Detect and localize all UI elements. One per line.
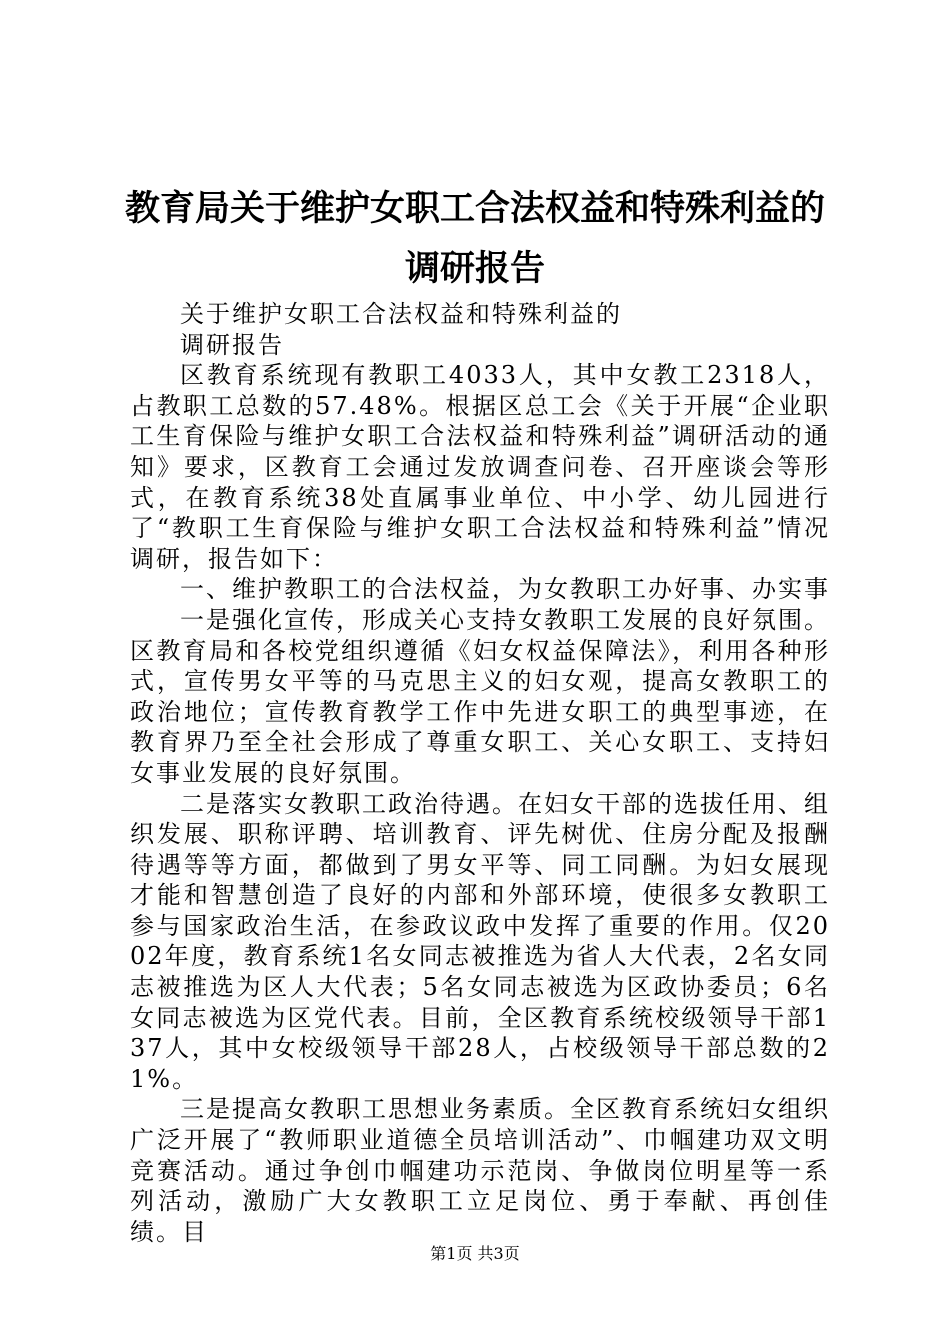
subtitle-line-1: 关于维护女职工合法权益和特殊利益的 bbox=[180, 300, 622, 328]
paragraph-publicity: 一是强化宣传，形成关心支持女教职工发展的良好氛围。区教育局和各校党组织遵循《妇女权益保障法》，利用各种形式，宣传男女平等的马克思主义的妇女观，提高女教职工的政治地位；宣传教育教学工作中先进女职工的典型事迹，在教育界乃至全社会形成了尊重女职工、关心女职工、支持妇女事业发展的良好氛围。 bbox=[130, 605, 830, 787]
page-footer: 第1页 共3页 bbox=[430, 1244, 520, 1263]
intro-paragraph: 区教育系统现有教职工4033人，其中女教工2318人，占教职工总数的57.48%。根据区总工会《关于开展“企业职工生育保险与维护女职工合法权益和特殊利益”调研活动的通知》要求，区教育工会通过发放调查问卷、召开座谈会等形式，在教育系统38处直属事业单位、中小学、幼儿园进行了“教职工生育保险与维护女职工合法权益和特殊利益”情况调研，报告如下： bbox=[130, 361, 830, 573]
paragraph-quality: 三是提高女教职工思想业务素质。全区教育系统妇女组织广泛开展了“教师职业道德全员培训活动”、巾帼建功双文明竞赛活动。通过争创巾帼建功示范岗、争做岗位明星等一系列活动，激励广大女教职工立足岗位、勇于奉献、再创佳绩。目 bbox=[130, 1095, 830, 1246]
document-body bbox=[130, 299, 830, 1247]
document-title-line-1: 教育局关于维护女职工合法权益和特殊利益的 bbox=[124, 189, 825, 229]
subtitle-line-2: 调研报告 bbox=[180, 330, 284, 359]
section-heading-1: 一、维护教职工的合法权益，为女教职工办好事、办实事 bbox=[180, 575, 830, 604]
document-title-line-2: 调研报告 bbox=[404, 249, 545, 289]
paragraph-political-treatment: 二是落实女教职工政治待遇。在妇女干部的选拔任用、组织发展、职称评聘、培训教育、评先树优、住房分配及报酬待遇等等方面，都做到了男女平等、同工同酬。为妇女展现才能和智慧创造了良好的内部和外部环境，使很多女教职工参与国家政治生活，在参政议政中发挥了重要的作用。仅2002年度，教育系统1名女同志被推选为省人大代表，2名女同志被推选为区人大代表；5名女同志被选为区政协委员；6名女同志被选为区党代表。目前，全区教育系统校级领导干部137人，其中女校级领导干部28人，占校级领导干部总数的21%。 bbox=[130, 789, 830, 1093]
